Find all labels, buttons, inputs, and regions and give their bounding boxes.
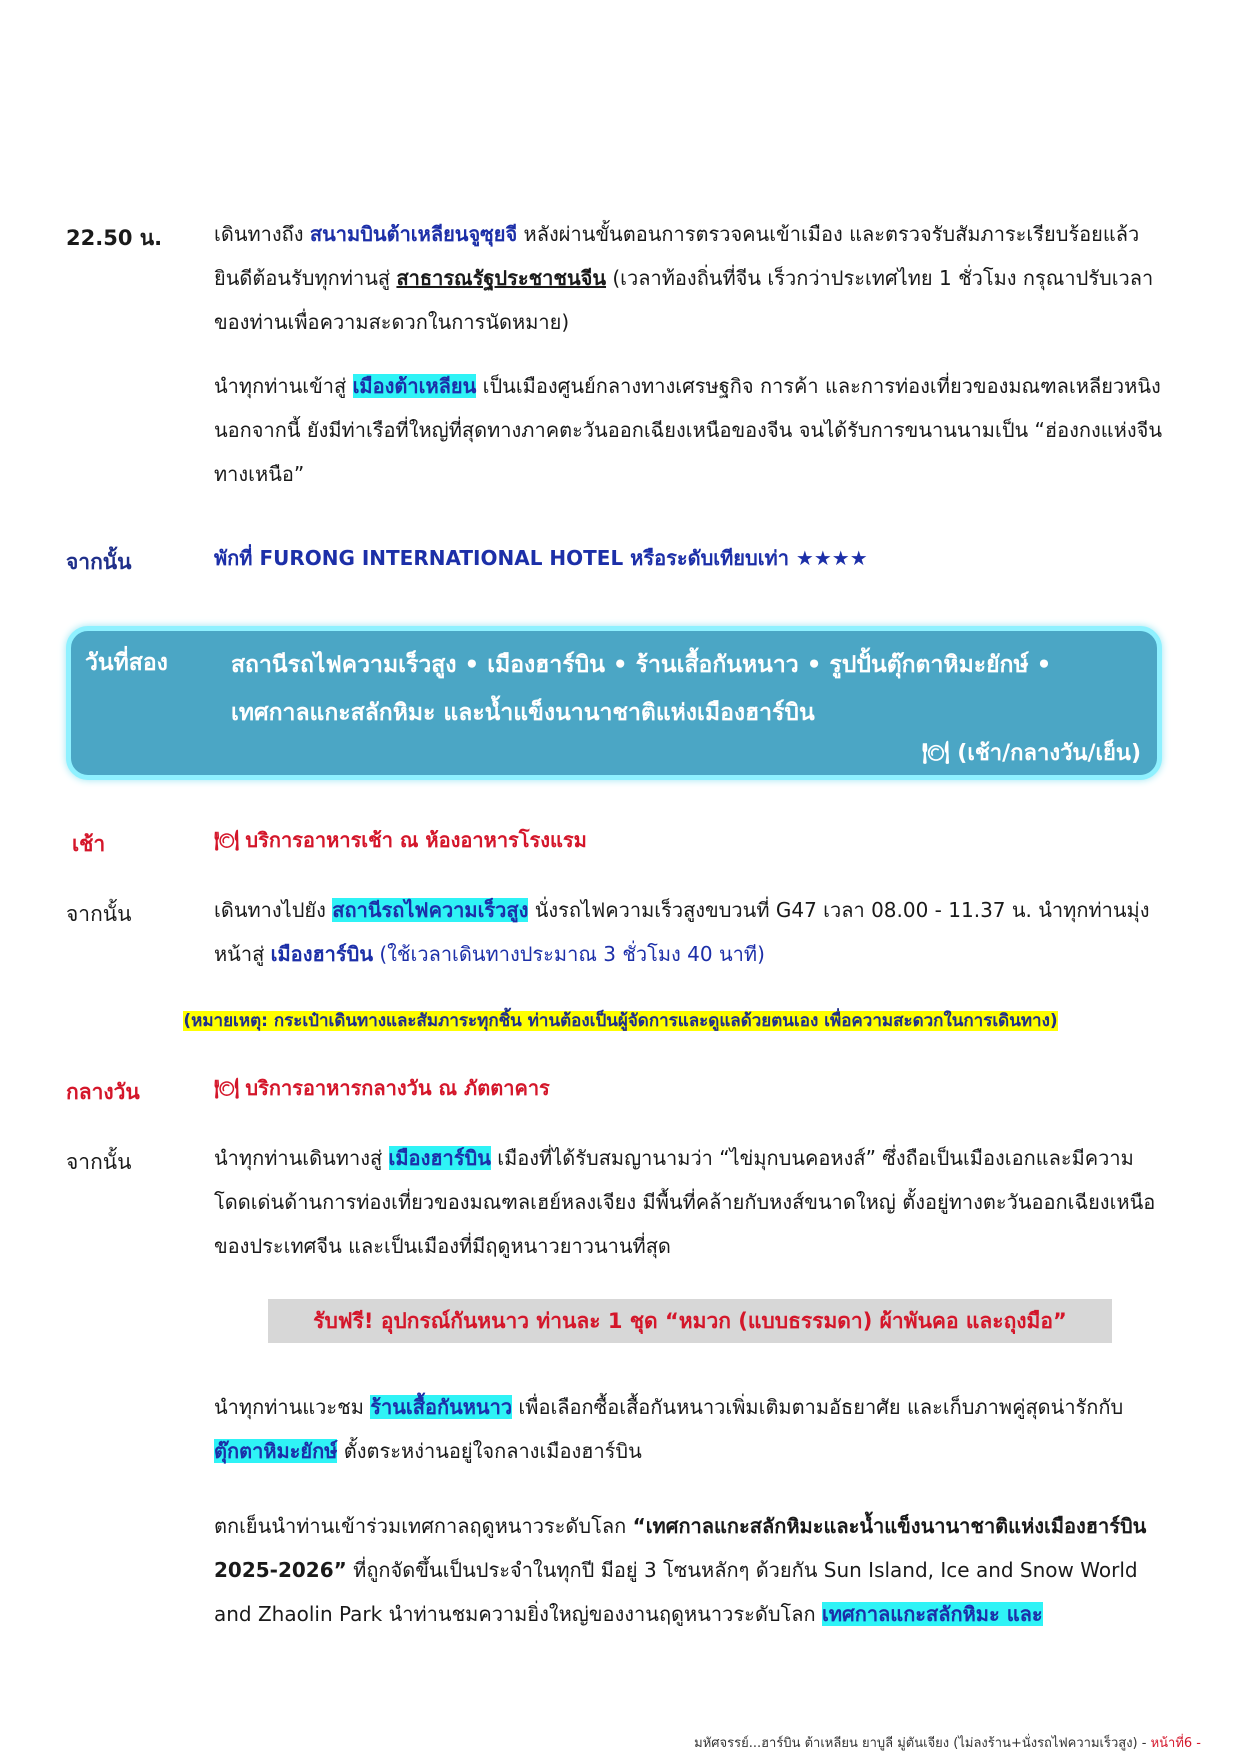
country-name: สาธารณรัฐประชาชนจีน (396, 266, 607, 290)
arrival-paragraph: เดินทางถึง สนามบินต้าเหลียนจูซุยจี หลังผ่านขั้นตอนการตรวจคนเข้าเมือง และตรวจรับสัมภาระเรียบร้อยแล้ว ยินดีต้อนรับทุกท่านสู่ สาธารณรัฐประชาชนจีน (เวลาท้องถิ่นที่จีน เร็วกว่าประเทศไทย 1 ชั่วโมง กรุณาปรับเวลาของท่านเพื่อความสะดวกในการนัดหมาย) (214, 222, 1154, 334)
free-gift-banner: รับฟรี! อุปกรณ์กันหนาว ท่านละ 1 ชุด “หมวก (แบบธรรมดา) ผ้าพันคอ และถุงมือ” (268, 1299, 1112, 1343)
page-footer (694, 1732, 1201, 1753)
dalian-city: เมืองต้าเหลียน (352, 374, 477, 398)
breakfast-label: เช้า (72, 832, 106, 856)
store-name: ร้านเสื้อกันหนาว (370, 1395, 513, 1419)
airport-name: สนามบินต้าเหลียนจูซุยจี (309, 222, 518, 246)
train-label: จากนั้น (66, 902, 132, 926)
day-title: สถานีรถไฟความเร็วสูง • เมืองฮาร์บิน • ร้านเสื้อกันหนาว • รูปปั้นตุ๊กตาหิมะยักษ์ • เทศกาลแกะสลักหิมะ และน้ำแข็งนานาชาติแห่งเมืองฮาร์บิน (231, 652, 1052, 726)
hotel-label: จากนั้น (66, 550, 132, 574)
footer-title: มหัศจรรย์...ฮาร์บิน ต้าเหลียน ยาบูลี มู่ตันเจียง (ไม่ลงร้าน+นั่งรถไฟความเร็วสูง) - (694, 1736, 1151, 1751)
snowman-name: ตุ๊กตาหิมะยักษ์ (214, 1439, 338, 1463)
shop-paragraph: นำทุกท่านแวะชม ร้านเสื้อกันหนาว เพื่อเลือกซื้อเสื้อกันหนาวเพิ่มเติมตามอัธยาศัย และเก็บภาพคู่สุดน่ารักกับ ตุ๊กตาหิมะยักษ์ ตั้งตระหง่านอยู่ใจกลางเมืองฮาร์บิน (214, 1395, 1124, 1463)
station-name: สถานีรถไฟความเร็วสูง (332, 898, 529, 922)
dalian-paragraph: นำทุกท่านเข้าสู่ เมืองต้าเหลียน เป็นเมืองศูนย์กลางทางเศรษฐกิจ การค้า และการท่องเที่ยวของมณฑลเหลียวหนิง นอกจากนี้ ยังมีท่าเรือที่ใหญ่ที่สุดทางภาคตะวันออกเฉียงเหนือของจีน จนได้รับการขนานนามเป็น “ฮ่องกงแห่งจีนทางเหนือ” (214, 374, 1162, 486)
lunch-label: กลางวัน (66, 1080, 140, 1104)
breakfast-text: 🍽 บริการอาหารเช้า ณ ห้องอาหารโรงแรม (214, 828, 587, 852)
lunch-text: 🍽 บริการอาหารกลางวัน ณ ภัตตาคาร (214, 1076, 550, 1100)
luggage-note: (หมายเหตุ: กระเป๋าเดินทางและสัมภาระทุกชิ้น ท่านต้องเป็นผู้จัดการและดูแลด้วยตนเอง เพื่อความสะดวกในการเดินทาง) (183, 1011, 1058, 1031)
day-two-banner (66, 626, 1162, 780)
meal-icon: 🍽 (214, 1076, 240, 1100)
hotel-text: พักที่ FURONG INTERNATIONAL HOTEL หรือระดับเทียบเท่า ★★★★ (214, 546, 868, 570)
harbin-paragraph: นำทุกท่านเดินทางสู่ เมืองฮาร์บิน เมืองที่ได้รับสมญานามว่า “ไข่มุกบนคอหงส์” ซึ่งถือเป็นเมืองเอกและมีความโดดเด่นด้านการท่องเที่ยวของมณฑลเฮย์หลงเจียง มีพื้นที่คล้ายกับหงส์ขนาดใหญ่ ตั้งอยู่ทางตะวันออกเฉียงเหนือของประเทศจีน และเป็นเมืองที่มีฤดูหนาวยาวนานที่สุด (214, 1146, 1156, 1258)
festival-paragraph: ตกเย็นนำท่านเข้าร่วมเทศกาลฤดูหนาวระดับโลก “เทศกาลแกะสลักหิมะและน้ำแข็งนานาชาติแห่งเมืองฮาร์บิน 2025-2026” ที่ถูกจัดขึ้นเป็นประจำในทุกปี มีอยู่ 3 โซนหลักๆ ด้วยกัน Sun Island, Ice and Snow World and Zhaolin Park นำท่านชมความยิ่งใหญ่ของงานฤดูหนาวระดับโลก เทศกาลแกะสลักหิมะ และ (214, 1514, 1147, 1626)
time-label: 22.50 น. (66, 226, 163, 250)
page-number: หน้าที่6 - (1150, 1736, 1201, 1751)
harbin-label: จากนั้น (66, 1150, 132, 1174)
festival-highlight: เทศกาลแกะสลักหิมะ และ (822, 1602, 1043, 1626)
train-paragraph: เดินทางไปยัง สถานีรถไฟความเร็วสูง นั่งรถไฟความเร็วสูงขบวนที่ G47 เวลา 08.00 - 11.37 น. นำทุกท่านมุ่งหน้าสู่ เมืองฮาร์บิน (ใช้เวลาเดินทางประมาณ 3 ชั่วโมง 40 นาที) (214, 898, 1150, 966)
harbin-city-2: เมืองฮาร์บิน (388, 1146, 491, 1170)
day-label: วันที่สอง (85, 650, 168, 676)
festival-name: “เทศกาลแกะสลักหิมะและน้ำแข็งนานาชาติแห่งเมืองฮาร์บิน 2025-2026” (214, 1514, 1147, 1582)
meal-icon: 🍽 (214, 828, 240, 852)
day-meals: 🍽 (เช้า/กลางวัน/เย็น) (921, 741, 1141, 766)
harbin-city: เมืองฮาร์บิน (270, 942, 373, 966)
